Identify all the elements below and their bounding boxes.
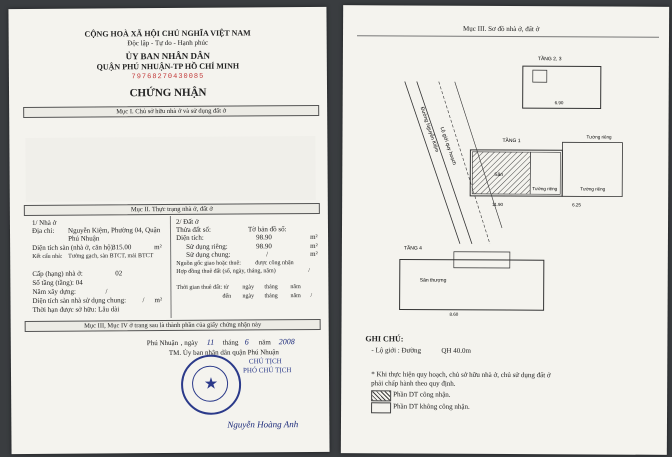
- structure-value: Tường gạch, sàn BTCT, mái BTCT: [68, 253, 154, 260]
- date-month-value: 6: [244, 337, 249, 347]
- tm-line: TM. Ủy ban nhân dân quận Phú Nhuận: [168, 348, 279, 358]
- land-heading: 2/ Đất ở: [175, 217, 199, 226]
- republic-heading: CỘNG HOÀ XÃ HỘI CHỦ NGHĨA VIỆT NAM: [84, 28, 251, 39]
- owner-blank-area: [25, 136, 315, 202]
- lease-to-day: ngày: [242, 293, 255, 300]
- year-value: /: [105, 287, 108, 296]
- floor1-dim: 11.90: [492, 201, 504, 207]
- date-day-value: 11: [206, 337, 215, 347]
- page-title: CHỨNG NHẬN: [129, 86, 207, 100]
- certificate-back-page: [341, 5, 669, 455]
- address-label: Địa chỉ:: [31, 226, 55, 235]
- notes-line-1: - Lộ giới : Đường: [371, 346, 422, 355]
- chairman-label: CHỦ TỊCH: [248, 357, 282, 366]
- private-use-label: Sử dụng riêng:: [186, 242, 228, 251]
- common-use-value: /: [266, 250, 269, 259]
- date-year-label: năm: [258, 338, 271, 347]
- floor1-label: TẦNG 1: [502, 137, 521, 145]
- terrace-label: Sân thượng: [419, 277, 447, 284]
- origin-label: Nguồn gốc giao hoặc thuê:: [176, 260, 241, 267]
- term-label: Thời hạn được sở hữu: Lâu dài: [32, 305, 120, 314]
- lease-to-month: tháng: [264, 293, 278, 300]
- lease-label: Thời gian thuê đất: từ: [176, 284, 229, 291]
- lease-month: tháng: [264, 284, 278, 291]
- shared-area-value: /: [142, 296, 145, 305]
- floor4-label: TẦNG 4: [403, 245, 422, 252]
- legend-1-label: Phần DT công nhận.: [393, 390, 451, 399]
- section-34-note: Mục III, Mục IV ở trang sau là thành phần của giấy chứng nhận này: [84, 321, 262, 330]
- lease-slash: /: [310, 293, 313, 300]
- official-seal: [181, 355, 241, 415]
- legend-hatched-box: [371, 390, 391, 401]
- plot-label: Thửa đất số:: [175, 225, 211, 234]
- date-place: Phú Nhuận: [146, 338, 179, 348]
- signer-name: Nguyễn Hoàng Anh: [227, 419, 299, 430]
- contract-value: /: [308, 268, 310, 275]
- area-unit: m²: [310, 232, 318, 242]
- certificate-front-page: [8, 7, 329, 454]
- date-month-label: tháng: [222, 338, 239, 347]
- section-2-title: Mục II. Thực trạng nhà ở, đất ở: [130, 205, 213, 214]
- date-day-label: , ngày: [180, 338, 198, 347]
- floor4-dim: 8.60: [449, 311, 459, 317]
- floor23-dim: 6.90: [554, 100, 564, 106]
- lease-year: năm: [290, 284, 301, 291]
- floor23-stair: [533, 70, 547, 82]
- floor-area-unit: m²: [154, 243, 162, 252]
- lease-day: ngày: [242, 284, 255, 291]
- section-1-bar: [23, 105, 319, 118]
- floor-area-label: Diện tích sàn (nhà ở, căn hộ):: [32, 243, 115, 252]
- legend-empty-box: [371, 402, 391, 413]
- floor1-dim-2: 6.25: [572, 202, 581, 208]
- section-2-bar: [24, 203, 320, 216]
- grade-label: Cấp (hạng) nhà ở:: [32, 269, 83, 278]
- private-use-unit: m²: [310, 241, 318, 251]
- serial-number: 79768270430085: [131, 72, 205, 82]
- structure-label: Kết cấu nhà:: [32, 253, 63, 260]
- notes-line-1-value: QH 40.0m: [441, 346, 471, 355]
- road-label-1: Đường Nguyễn Kiệm: [418, 106, 440, 153]
- area-value: 98.90: [256, 233, 272, 242]
- section-34-bar: [25, 319, 321, 332]
- section-3-title: Mục III. Sơ đồ nhà ở, đất ở: [463, 24, 540, 34]
- motto: Độc lập - Tự do - Hạnh phúc: [127, 38, 209, 48]
- yard-label: Sân: [494, 171, 504, 178]
- date-year-value: 2008: [278, 337, 295, 347]
- column-divider: [170, 216, 172, 318]
- section-1-title: Mục I. Chủ sở hữu nhà ở và sử dụng đất ở: [116, 107, 227, 116]
- private-use-value: 98.90: [256, 242, 272, 251]
- common-use-unit: m²: [310, 249, 318, 259]
- address-value-2: Phú Nhuận: [68, 234, 100, 243]
- wall-label-2: Tường riêng: [532, 186, 558, 192]
- floor-area-value: 315.00: [112, 243, 132, 252]
- notes-line-2: * Khi thực hiện quy hoạch, chủ sở hữu nhà ở, chủ sử dụng đất ở: [371, 370, 551, 380]
- road-label-2: Lộ giới quy hoạch: [438, 126, 458, 166]
- contract-label: Hợp đồng thuê đất (số, ngày, tháng, năm): [176, 268, 276, 275]
- committee-heading: ỦY BAN NHÂN DÂN: [125, 50, 211, 62]
- notes-line-3: phải chấp hành theo quy định.: [371, 379, 456, 388]
- shared-area-label: Diện tích sàn nhà sử dụng chung:: [32, 296, 127, 305]
- district-heading: QUẬN PHÚ NHUẬN-TP HỒ CHÍ MINH: [96, 61, 240, 72]
- origin-value: được công nhận: [255, 260, 294, 267]
- address-value: Nguyễn Kiệm, Phường 04, Quận: [67, 226, 161, 235]
- seal-star-icon: ★: [203, 375, 219, 393]
- map-label: Tờ bản đồ số:: [247, 225, 287, 234]
- lease-to-year: năm: [290, 293, 301, 300]
- vice-chairman-label: PHÓ CHỦ TỊCH: [242, 366, 292, 375]
- floor-plan-diagram: [342, 37, 669, 319]
- year-label: Năm xây dựng:: [32, 287, 76, 296]
- wall-label-1: Tường riêng: [586, 134, 612, 140]
- area-label: Diện tích:: [176, 233, 204, 242]
- floor4-outline: [400, 259, 544, 310]
- wall-label-3: Tường riêng: [580, 186, 606, 192]
- legend-2-label: Phần DT không công nhận.: [393, 402, 470, 411]
- house-heading: 1/ Nhà ở: [31, 218, 57, 227]
- shared-area-unit: m²: [154, 296, 163, 305]
- lease-to-label: đến: [222, 293, 232, 300]
- floors-label: Số tầng (tầng): 04: [32, 278, 83, 287]
- grade-value: 02: [115, 269, 123, 278]
- floor23-label: TẦNG 2, 3: [537, 56, 562, 63]
- notes-title: GHI CHÚ:: [365, 334, 404, 344]
- common-use-label: Sử dụng chung:: [186, 250, 231, 259]
